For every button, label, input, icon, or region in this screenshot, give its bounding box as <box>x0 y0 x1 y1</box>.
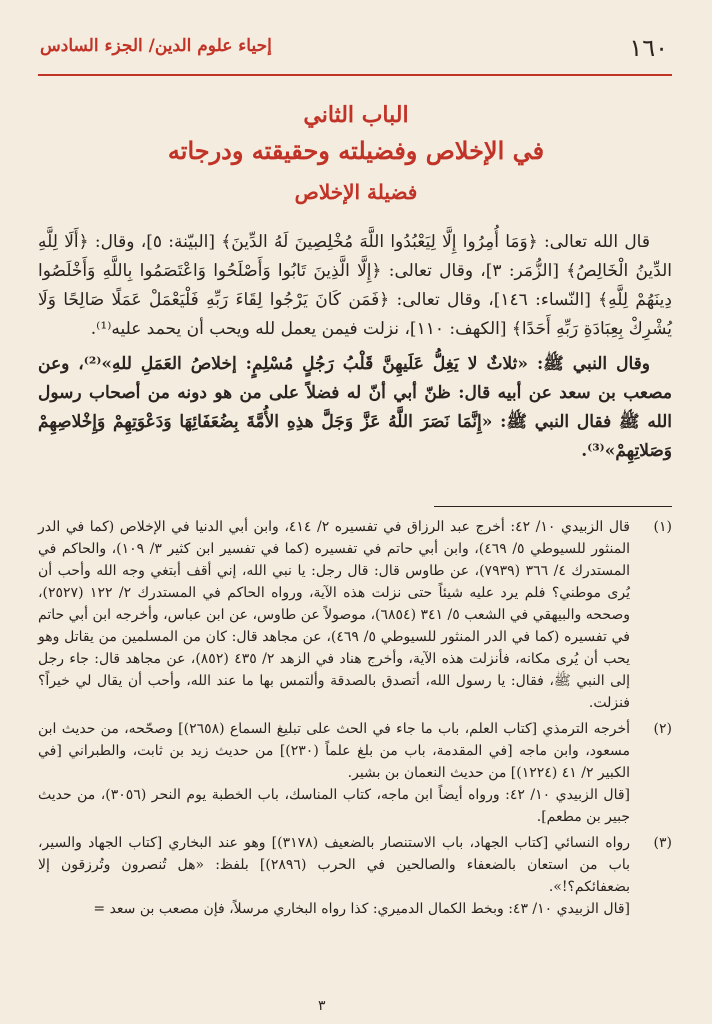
footnote-text: قال الزبيدي ١٠/ ٤٢: أخرج عبد الرزاق في تفسيره ٢/ ٤١٤، وابن أبي الدنيا في الإخلاص (كما في الدر المنثور للسيوطي ٥/ ٤٦٩)، وابن أبي حاتم في تفسيره (كما في تفسير ابن كثير ٣/ ١٠٩)، والحاكم في المستدرك ٤/ ٣٦٦ (٧٩٣٩)، عن طاوس قال: قال رجل: يا نبي الله، إني أقف أبتغي وجه الله وأحب أن يُرى موطني؟ فلم يرد عليه شيئاً حتى نزلت هذه الآية، ورواه الحاكم في المستدرك ٢/ ١٢٢ (٢٥٢٧)، وصححه والبيهقي في الشعب ٥/ ٣٤١ (٦٨٥٤)، موصولاً عن طاوس، عن ابن عباس، وأخرجه ابن أبي حاتم في تفسيره (كما في الدر المنثور للسيوطي ٥/ ٤٦٩)، عن مجاهد قال: كان من المسلمين من يقاتل وهو يحب أن يُرى مكانه، فأنزلت هذه الآية، وأخرج هناد في الزهد ٢/ ٤٣٥ (٨٥٢)، عن مجاهد قال: جاء رجل إلى النبي ﷺ، فقال: يا رسول الله، أتصدق بالصدقة وألتمس بها ما عند الله، وأحب أن يقال لي خيراً؟ فنزلت. <box>38 519 631 711</box>
chapter-subject: في الإخلاص وفضيلته وحقيقته ودرجاته <box>167 136 545 165</box>
running-header <box>26 28 676 68</box>
signature-mark: ٣ <box>318 998 326 1014</box>
footnote-extra: [قال الزبيدي ١٠/ ٤٣: وبخط الكمال الدميري: كذا رواه البخاري مرسلاً، فإن مصعب بن سعد = <box>93 901 630 917</box>
section-title: فضيلة الإخلاص <box>294 180 418 204</box>
footnote-number: (٣) <box>653 835 672 851</box>
page-number: ١٦٠ <box>629 34 668 62</box>
chapter-headings <box>40 98 672 208</box>
footnote-item <box>38 718 672 828</box>
footnote-separator <box>434 506 672 507</box>
footnote-extra: [قال الزبيدي ١٠/ ٤٢: ورواه أيضاً ابن ماجه، كتاب المناسك، باب الخطبة يوم النحر (٣٠٥٦)، من حديث جبير بن مطعم]. <box>38 787 631 825</box>
footnote-number: (٢) <box>653 721 672 737</box>
footnote-number: (١) <box>653 519 672 535</box>
footnote-text: أخرجه الترمذي [كتاب العلم، باب ما جاء في الحث على تبليغ السماع (٢٦٥٨)] وصحّحه، من حديث ابن مسعود، وابن ماجه [في المقدمة، باب من بلغ علماً (٢٣٠)] من حديث زيد بن ثابت، والطبراني [في الكبير ٢/ ٤١ (١٢٢٤)] من حديث النعمان بن بشير. <box>38 721 630 781</box>
footnote-item <box>38 516 672 714</box>
footnotes <box>38 516 672 924</box>
header-rule <box>38 74 672 76</box>
paragraph-hadith: وقال النبي ﷺ: «ثلاثٌ لا يَغِلُّ عَلَيهِنَّ قَلْبُ رَجُلٍ مُسْلِمٍ: إخلاصُ العَمَلِ للهِ»⁽²⁾، وعن مصعب بن سعد عن أبيه قال: ظنّ أبي أنّ له فضلاً على من هو دونه من أصحاب رسول الله ﷺ فقال النبي ﷺ: «إِنَّمَا نَصَرَ اللَّهُ عَزَّ وَجَلَّ هذِهِ الأُمَّةَ بِضُعَفَائِهَا وَدَعْوَتِهِمْ وَإِخْلاصِهِمْ وَصَلاتِهِمْ»⁽³⁾. <box>38 354 672 461</box>
footnote-item <box>38 832 672 920</box>
paragraph-quran-verses: قال الله تعالى: ﴿وَمَا أُمِرُوا إِلَّا لِيَعْبُدُوا اللَّهَ مُخْلِصِينَ لَهُ الدِّينَ﴾ [البيّنة: ٥]، وقال: ﴿أَلَا لِلَّهِ الدِّينُ الْخَالِصُ﴾ [الزُّمَر: ٣]، وقال تعالى: ﴿إِلَّا الَّذِينَ تَابُوا وَأَصْلَحُوا وَاعْتَصَمُوا بِاللَّهِ وَأَخْلَصُوا دِينَهُمْ لِلَّهِ﴾ [النّساء: ١٤٦]، وقال تعالى: ﴿فَمَن كَانَ يَرْجُوا لِقَاءَ رَبِّهِ فَلْيَعْمَلْ عَمَلًا صَالِحًا وَلَا يُشْرِكْ بِعِبَادَةِ رَبِّهِ أَحَدًا﴾ [الكهف: ١١٠]، نزلت فيمن يعمل لله ويحب أن يحمد عليه⁽¹⁾. <box>38 232 672 339</box>
chapter-title: الباب الثاني <box>303 102 409 128</box>
book-title: إحياء علوم الدين/ الجزء السادس <box>40 36 272 56</box>
footnote-text: رواه النسائي [كتاب الجهاد، باب الاستنصار بالضعيف (٣١٧٨)] وهو عند البخاري [كتاب الجهاد والسير، باب من استعان بالضعفاء والصالحين في الحرب (٢٨٩٦)] بلفظ: «هل تُنصرون وتُرزقون إلا بضعفائكم؟!». <box>38 835 631 895</box>
main-text <box>38 228 672 472</box>
